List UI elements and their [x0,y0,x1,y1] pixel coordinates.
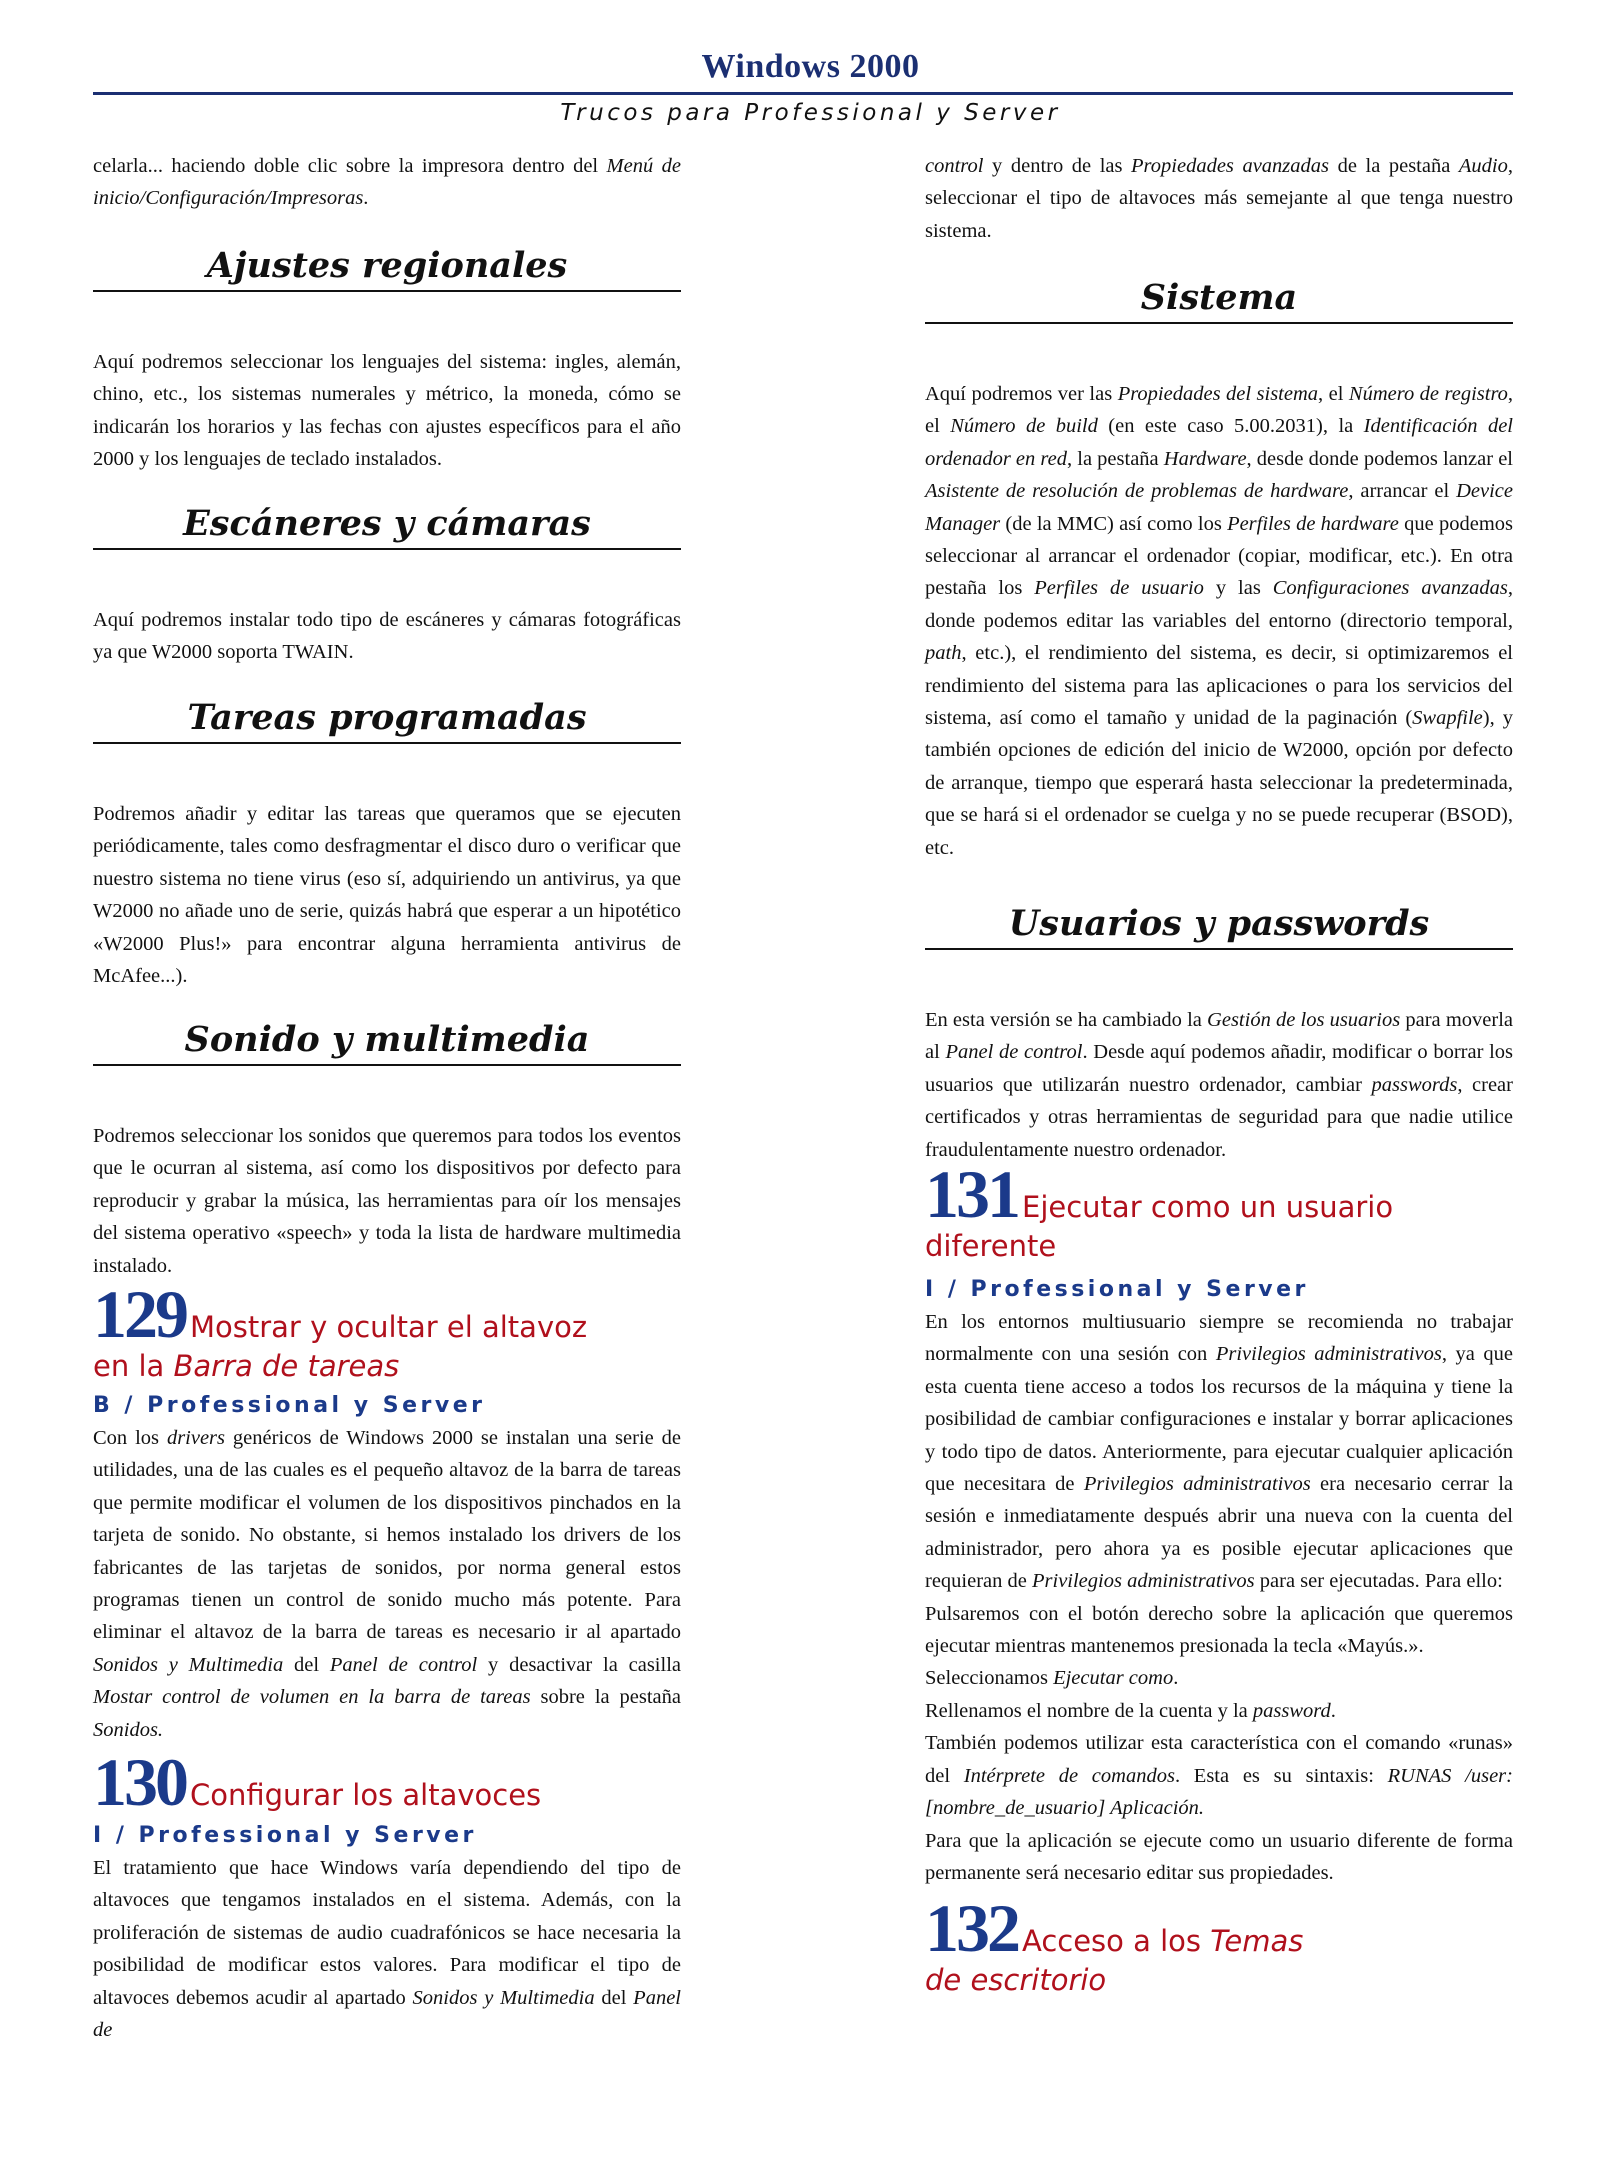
page-header-title: Windows 2000 [701,48,920,85]
section-heading-ajustes-regionales: Ajustes regionales [93,244,681,292]
left-column [93,150,681,2070]
tip-130-heading [93,1744,681,1820]
section-body-ajustes-regionales: Aquí podremos seleccionar los lenguajes del sistema: ingles, alemán, chino, etc., los sistemas numerales y métrico, la moneda, cómo se indicarán los horarios y las fechas con ajustes específicos para el año 2000 y los lenguajes de teclado instalados. [93,351,681,471]
tip-130 [93,1744,681,2046]
tip-body: Con los drivers genéricos de Windows 2000 se instalan una serie de utilidades, una de las cuales es el pequeño altavoz de la barra de tareas que permite modificar el volumen de los dispositivos pinchados en la tarjeta de sonido. No obstante, si hemos instalado los drivers de los fabricantes de las tarjetas de sonidos, por norma general estos programas tienen un control de sonido mucho más potente. Para eliminar el altavoz de la barra de tareas es necesario ir al apartado Sonidos y Multimedia del Panel de control y desactivar la casilla Mostar control de volumen en la barra de tareas sobre la pestaña Sonidos. [93,1427,682,1741]
section-body-sistema: Aquí podremos ver las Propiedades del sistema, el Número de registro, el Número de build (en este caso 5.00.2031), la Identificación del ordenador en red, la pestaña Hardware, desde donde podemos lanzar el Asistente de resolución de problemas de hardware, arrancar el Device Manager (de la MMC) así como los Perfiles de hardware que podemos seleccionar al arrancar el ordenador (copiar, modificar, etc.). En otra pestaña los Perfiles de usuario y las Configuraciones avanzadas, donde podemos editar las variables del entorno (directorio temporal, path, etc.), el rendimiento del sistema, es decir, si optimizaremos el rendimiento del sistema para las aplicaciones o para los servicios del sistema, así como el tamaño y unidad de la paginación (Swapfile), y también opciones de edición del inicio de W2000, opción por defecto de arranque, tiempo que esperará hasta seleccionar la predeterminada, que se hará si el ordenador se cuelga y no se puede recuperar (BSOD), etc. [925,383,1514,859]
tip-number: 130 [93,1744,186,1820]
tip-number: 132 [925,1890,1018,1966]
header-rule [93,92,1513,95]
tip-title: Ejecutar como un usuario [1022,1190,1394,1224]
tip-paragraph: También podemos utilizar esta característica con el comando «runas» del Intérprete de comandos. Esta es su sintaxis: RUNAS /user:[nombre_de_usuario] Aplicación. [925,1732,1513,1820]
section-body-usuarios-passwords: En esta versión se ha cambiado la Gestión de los usuarios para moverla al Panel de control. Desde aquí podemos añadir, modificar o borrar los usuarios que utilizarán nuestro ordenador, cambiar passwords, crear certificados y otras herramientas de seguridad para que nadie utilice fraudulentamente nuestro ordenador. [925,1009,1514,1161]
tip-title-line2: diferente [925,1229,1057,1263]
tip-title: Configurar los altavoces [190,1778,542,1812]
tip-paragraph: Pulsaremos con el botón derecho sobre la aplicación que queremos ejecutar mientras mantenemos presionada la tecla «Mayús.». [925,1602,1513,1658]
tip-paragraph: En los entornos multiusuario siempre se recomienda no trabajar normalmente con una sesión con Privilegios administrativos, ya que esta cuenta tiene acceso a todos los recursos de la máquina y tiene la posibilidad de cambiar configuraciones e instalar y borrar aplicaciones y todo tipo de datos. Anteriormente, para ejecutar cualquier aplicación que necesitara de Privilegios administrativos era necesario cerrar la sesión e inmediatamente después abrir una nueva con la cuenta del administrador, pero ahora ya es posible ejecutar aplicaciones que requieran de Privilegios administrativos para ser ejecutadas. Para ello: [925,1311,1513,1593]
edition-label: B / Professional y Server [93,1393,486,1418]
intro-paragraph: celarla... haciendo doble clic sobre la impresora dentro del Menú de inicio/Configuración/Impresoras. [93,155,681,210]
edition-label: I / Professional y Server [93,1823,477,1848]
tip-title-line2: de escritorio [925,1963,1107,1997]
edition-label: I / Professional y Server [925,1277,1309,1302]
section-heading-sonido-multimedia: Sonido y multimedia [93,1018,681,1066]
section-body-escaneres: Aquí podremos instalar todo tipo de escáneres y cámaras fotográficas ya que W2000 soporta TWAIN. [93,609,681,664]
section-body-tareas-programadas: Podremos añadir y editar las tareas que queramos que se ejecuten periódicamente, tales como desfragmentar el disco duro o verificar que nuestro sistema no tiene virus (eso sí, adquiriendo un antivirus, ya que W2000 no añade uno de serie, quizás habrá que esperar a un hipotético «W2000 Plus!» para encontrar alguna herramienta antivirus de McAfee...). [93,803,681,988]
intro-paragraph: control y dentro de las Propiedades avanzadas de la pestaña Audio, seleccionar el tipo de altavoces más semejante al que tenga nuestro sistema. [925,155,1513,242]
section-heading-tareas-programadas: Tareas programadas [93,696,681,744]
tip-132-heading [925,1890,1513,1998]
section-heading-escaneres: Escáneres y cámaras [93,502,681,550]
tip-129-heading [93,1276,681,1384]
tip-131 [925,1156,1513,1889]
page-header-subtitle: Trucos para Professional y Server [560,100,1061,126]
tip-title-line2: en la Barra de tareas [93,1349,400,1383]
tip-title: Acceso a los Temas [1022,1924,1304,1958]
tip-129 [93,1276,682,1746]
tip-132 [925,1890,1513,1998]
right-column [925,150,1513,2070]
tip-title: Mostrar y ocultar el altavoz [190,1310,588,1344]
section-body-sonido-multimedia: Podremos seleccionar los sonidos que queremos para todos los eventos que le ocurran al sistema, así como los dispositivos por defecto para reproducir y grabar la música, las herramientas para oír los mensajes del sistema operativo «speech» y toda la lista de hardware multimedia instalado. [93,1125,681,1277]
tip-body: El tratamiento que hace Windows varía dependiendo del tipo de altavoces que tengamos instalados en el sistema. Además, con la proliferación de sistemas de audio cuadrafónicos se hace necesaria la posibilidad de modificar estos valores. Para modificar el tipo de altavoces debemos acudir al apartado Sonidos y Multimedia del Panel de [93,1857,681,2042]
tip-paragraph: Seleccionamos Ejecutar como. [925,1667,1179,1690]
tip-paragraph: Para que la aplicación se ejecute como un usuario diferente de forma permanente será necesario editar sus propiedades. [925,1829,1513,1884]
tip-number: 129 [93,1276,186,1352]
section-heading-usuarios-passwords: Usuarios y passwords [925,902,1513,950]
tip-paragraph: Rellenamos el nombre de la cuenta y la password. [925,1699,1336,1722]
tip-number: 131 [925,1156,1018,1232]
section-heading-sistema: Sistema [925,276,1513,324]
tip-131-heading [925,1156,1513,1264]
tip-body [925,1306,1513,1889]
